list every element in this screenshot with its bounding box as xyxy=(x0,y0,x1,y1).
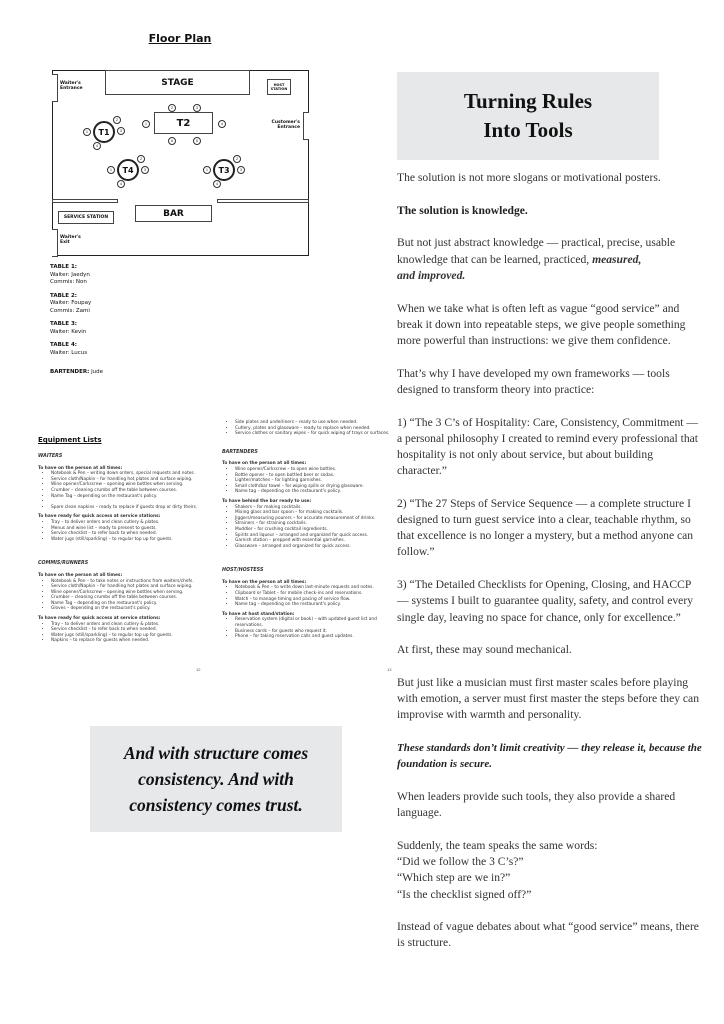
equipment-item: • Business cards – for guests who request it. xyxy=(235,629,392,635)
staff-group xyxy=(50,342,103,357)
equipment-list xyxy=(38,520,213,542)
equipment-item: • Name tag – depending on the restaurant's policy. xyxy=(235,602,392,608)
staff-line: Waiter: Lucus xyxy=(50,349,88,356)
quote-line: Suddenly, the team speaks the same words: xyxy=(397,838,598,852)
equipment-item: • Clipboard or Tablet – for mobile check-ins and reservations. xyxy=(235,591,392,597)
seat-t3-2: 2 xyxy=(233,155,241,163)
equipment-item: • Name Tag – depending on the restaurant's policy. xyxy=(51,494,213,500)
framework-item: 1) “The 3 C’s of Hospitality: Care, Consistency, Commitment — a personal philosophy I created to remind every professional that hospitality is not only about service, but about building character.” xyxy=(397,415,699,478)
paragraph-emphasis: These standards don’t limit creativity — they release it, because the foundation is secure. xyxy=(397,742,702,771)
seat-t1-2: 2 xyxy=(113,116,121,124)
equipment-left-column xyxy=(38,447,213,644)
seat-t2-4: 4 xyxy=(218,120,226,128)
seat-t4-3: 3 xyxy=(141,166,149,174)
equipment-item: • Lighter/matches – for lighting garnishes. xyxy=(235,478,392,484)
equipment-item: • Glassware – arranged and organized for quick access. xyxy=(235,544,392,550)
table-t2: T2 xyxy=(154,112,213,134)
bartender-name: Jude xyxy=(91,369,104,375)
staff-line: Waiter: Jaedyn xyxy=(50,271,90,278)
article-body xyxy=(397,170,705,968)
quote-text: And with structure comes consistency. And with consistency comes trust. xyxy=(123,743,309,815)
subsection-heading: To have on the person at all times: xyxy=(222,461,307,467)
customers-entrance-label: Customer's Entrance xyxy=(271,120,300,130)
page-number-right: 13 xyxy=(387,667,392,672)
equipment-item: • Crumber – cleaning crumbs off the table between courses. xyxy=(51,595,213,601)
staff-line: Commis: Zami xyxy=(50,307,90,314)
subsection-heading: To have behind the bar ready to use: xyxy=(222,498,312,504)
article-title-line2: Into Tools xyxy=(483,118,573,142)
waiters-exit-label: Waiter's Exit xyxy=(60,235,81,245)
framework-item: 2) “The 27 Steps of Service Sequence — a complete structure I designed to turn guest service into a clear, teachable rhythm, so that excellence is no longer a mystery, but a method anyone can follow.” xyxy=(397,496,694,559)
service-station: SERVICE STATION xyxy=(58,211,114,224)
seat-t4-2: 2 xyxy=(137,155,145,163)
wall-left xyxy=(52,199,118,203)
seat-t4-1: 1 xyxy=(107,166,115,174)
seat-t2-3: 3 xyxy=(193,104,201,112)
staff-line: Commis: Non xyxy=(50,279,87,285)
staff-group xyxy=(50,321,103,336)
seat-t3-1: 1 xyxy=(203,166,211,174)
equipment-right-column xyxy=(222,420,392,640)
equipment-item: • Service cloth/Napkin – for handling hot plates and surface wiping. xyxy=(51,477,213,483)
stage-area: STAGE xyxy=(105,70,250,95)
section-heading: BARTENDERS xyxy=(222,449,258,455)
quote-line: “Did we follow the 3 C’s?” xyxy=(397,855,524,869)
bartender-label: BARTENDER: xyxy=(50,369,90,375)
equipment-item: • Menus and wine list – ready to present to guests. xyxy=(51,526,213,532)
framework-item: 3) “The Detailed Checklists for Opening, Closing, and HACCP — systems I built to guarantee quality, safety, and control every single day, leaving no space for chance, only for excellence.” xyxy=(397,578,693,624)
staff-group xyxy=(50,293,103,316)
equipment-item: • Gloves – depending on the restaurant's policy. xyxy=(51,606,213,612)
emphasis-text: measured, xyxy=(592,252,642,266)
equipment-list xyxy=(222,617,392,639)
quote-line: “Which step are we in?” xyxy=(397,871,511,885)
quote-line: “Is the checklist signed off?” xyxy=(397,887,532,901)
quote-card xyxy=(90,726,342,832)
equipment-item: • Notebook & Pen – to write down last-minute requests and notes. xyxy=(235,585,392,591)
equipment-item: • Bottle opener – to open bottled beer or sodas. xyxy=(235,473,392,479)
article-title-card xyxy=(397,72,659,160)
seat-t4-4: 4 xyxy=(117,180,125,188)
paragraph-bold: The solution is knowledge. xyxy=(397,203,528,217)
equipment-list xyxy=(38,471,213,510)
paragraph: When leaders provide such tools, they also provide a shared language. xyxy=(397,789,676,820)
paragraph: That’s why I have developed my own frameworks — tools designed to transform theory into practice: xyxy=(397,366,670,396)
seat-t2-5: 5 xyxy=(193,137,201,145)
equipment-item: • Notebook & Pen – to take notes or instructions from waiters/chefs. xyxy=(51,579,213,585)
seat-t2-6: 6 xyxy=(168,137,176,145)
staff-group xyxy=(50,264,103,287)
equipment-item: • Name Tag – depending on the restaurant's policy. xyxy=(51,601,213,607)
equipment-item: • Service cloth/Napkin – for handling hot plates and surface wiping. xyxy=(51,584,213,590)
equipment-list xyxy=(222,420,392,437)
equipment-item: • Watch – to manage timing and pacing of service flow. xyxy=(235,597,392,603)
paragraph: The solution is not more slogans or motivational posters. xyxy=(397,171,661,184)
equipment-item: • Wine opener/Corkscrew – opening wine bottles when serving. xyxy=(51,482,213,488)
equipment-list xyxy=(222,505,392,550)
equipment-item: • Strainers – for straining cocktails. xyxy=(235,521,392,527)
bartender-line xyxy=(50,369,103,377)
paragraph: Instead of vague debates about what “good service” means, there is structure. xyxy=(397,920,699,950)
floor-plan-title: Floor Plan xyxy=(148,32,212,45)
waiters-exit-door xyxy=(52,229,58,257)
page-number-left: 12 xyxy=(196,667,201,672)
equipment-item: • Wine opener/Corkscrew – to open wine bottles. xyxy=(235,467,392,473)
customers-entrance-door xyxy=(303,112,309,140)
equipment-item: • Tray – to deliver orders and clean cutlery & plates. xyxy=(51,622,213,628)
equipment-item: • Service clothes or sanitary wipes – for quick wiping of trays or surfaces. xyxy=(235,431,392,437)
subsection-heading: To have ready for quick access at service stations: xyxy=(38,514,161,520)
equipment-list xyxy=(222,585,392,607)
staff-line: Waiter: Foupay xyxy=(50,300,92,306)
article-title-line1: Turning Rules xyxy=(463,89,593,113)
table-heading: TABLE 1: xyxy=(50,264,77,270)
seat-t1-4: 4 xyxy=(93,142,101,150)
equipment-list xyxy=(38,579,213,613)
equipment-item: • Reservation system (digital or book) – with updated guest list and reservations. xyxy=(235,617,392,628)
equipment-item: • Small cloth/bar towel – for wiping spills or drying glassware. xyxy=(235,484,392,490)
equipment-item: • Notebook & Pen – writing down orders, special requests and notes. xyxy=(51,471,213,477)
equipment-item: • Spirits and liqueur – arranged and organized for quick access. xyxy=(235,533,392,539)
table-heading: TABLE 2: xyxy=(50,292,77,299)
table-t1: T1 xyxy=(93,121,115,143)
seat-t3-4: 4 xyxy=(213,180,221,188)
equipment-item: • Mixing glass and bar spoon – for making cocktails. xyxy=(235,510,392,516)
staff-assignments xyxy=(50,264,103,377)
seat-t2-1: 1 xyxy=(142,120,150,128)
table-heading: TABLE 4: xyxy=(50,342,77,348)
equipment-list xyxy=(222,467,392,495)
section-heading: COMMIS/RUNNERS xyxy=(38,561,89,567)
paragraph xyxy=(397,235,705,284)
paragraph: When we take what is often left as vague “good service” and break it down into repeatable steps, we give people something more powerful than instructions: we give them confidence. xyxy=(397,301,686,347)
equipment-item: • Cutlery, plates and glassware – ready to replace when needed. xyxy=(235,426,392,432)
waiters-entrance-label: Waiter's Entrance xyxy=(60,81,83,91)
equipment-item: • Service checklist – to refer back to when needed. xyxy=(51,531,213,537)
subsection-heading: To have ready for quick access at service stations: xyxy=(38,616,161,622)
equipment-item: • Spare clean napkins – ready to replace if guests drop or dirty theirs. xyxy=(51,505,213,511)
wall-right xyxy=(217,199,309,203)
section-heading: HOST/HOSTESS xyxy=(222,568,264,574)
equipment-item: • Napkins – to replace for guests when needed. xyxy=(51,638,213,644)
staff-line: Waiter: Kevin xyxy=(50,328,87,335)
equipment-item: • Muddler – for crushing cocktail ingredients. xyxy=(235,527,392,533)
section-heading: WAITERS xyxy=(38,454,63,459)
equipment-list xyxy=(38,622,213,644)
paragraph: At first, these may sound mechanical. xyxy=(397,643,572,657)
equipment-item: • Tray – to deliver orders and clean cutlery & plates. xyxy=(51,520,213,526)
equipment-item: • Wine opener/Corkscrew – opening wine bottles when serving. xyxy=(51,590,213,596)
subsection-heading: To have at host stand/station: xyxy=(222,611,295,617)
equipment-item: • Garnish station – prepped with essential garnishes. xyxy=(235,538,392,544)
floor-plan-diagram xyxy=(52,70,309,256)
equipment-item: • Water jugs (still/sparkling) – to regular top up for guests. xyxy=(51,633,213,639)
subsection-heading: To have on the person at all times: xyxy=(222,579,307,585)
paragraph-text: But not just abstract knowledge — practical, precise, usable knowledge that can be learned, practiced, xyxy=(397,236,676,266)
subsection-heading: To have on the person at all times: xyxy=(38,465,123,471)
equipment-lists-title: Equipment Lists xyxy=(38,436,102,444)
emphasis-text: and improved. xyxy=(397,268,466,282)
equipment-item: • Service checklist – to refer back to when needed. xyxy=(51,627,213,633)
equipment-item: • Jiggers/measuring pourers – for accurate measurement of drinks. xyxy=(235,516,392,522)
equipment-item: • Water jugs (still/sparkling) – to regular top up for guests. xyxy=(51,537,213,543)
equipment-item: • Crumber – cleaning crumbs off the table between courses. xyxy=(51,488,213,494)
equipment-item: • Phone – for taking reservation calls and guest updates. xyxy=(235,634,392,640)
seat-t1-1: 1 xyxy=(83,128,91,136)
paragraph-quotes xyxy=(397,838,705,903)
waiters-entrance-door xyxy=(52,74,58,102)
equipment-item: • Name tag – depending on the restaurant's policy. xyxy=(235,489,392,495)
paragraph: But just like a musician must first master scales before playing with emotion, a server must first master the steps before they can improvise with warmth and personality. xyxy=(397,675,699,722)
bar-area: BAR xyxy=(135,205,212,222)
seat-t2-2: 2 xyxy=(168,104,176,112)
subsection-heading: To have on the person at all times: xyxy=(38,572,123,578)
table-t3: T3 xyxy=(213,159,235,181)
table-heading: TABLE 3: xyxy=(50,321,77,327)
table-t4: T4 xyxy=(117,159,139,181)
equipment-item: • Shakers – for making cocktails. xyxy=(235,505,392,511)
seat-t3-3: 3 xyxy=(237,166,245,174)
host-station: HOST STATION xyxy=(267,79,291,95)
seat-t1-3: 3 xyxy=(117,127,125,135)
equipment-item: • Side plates and underliners – ready to use when needed. xyxy=(235,420,392,426)
